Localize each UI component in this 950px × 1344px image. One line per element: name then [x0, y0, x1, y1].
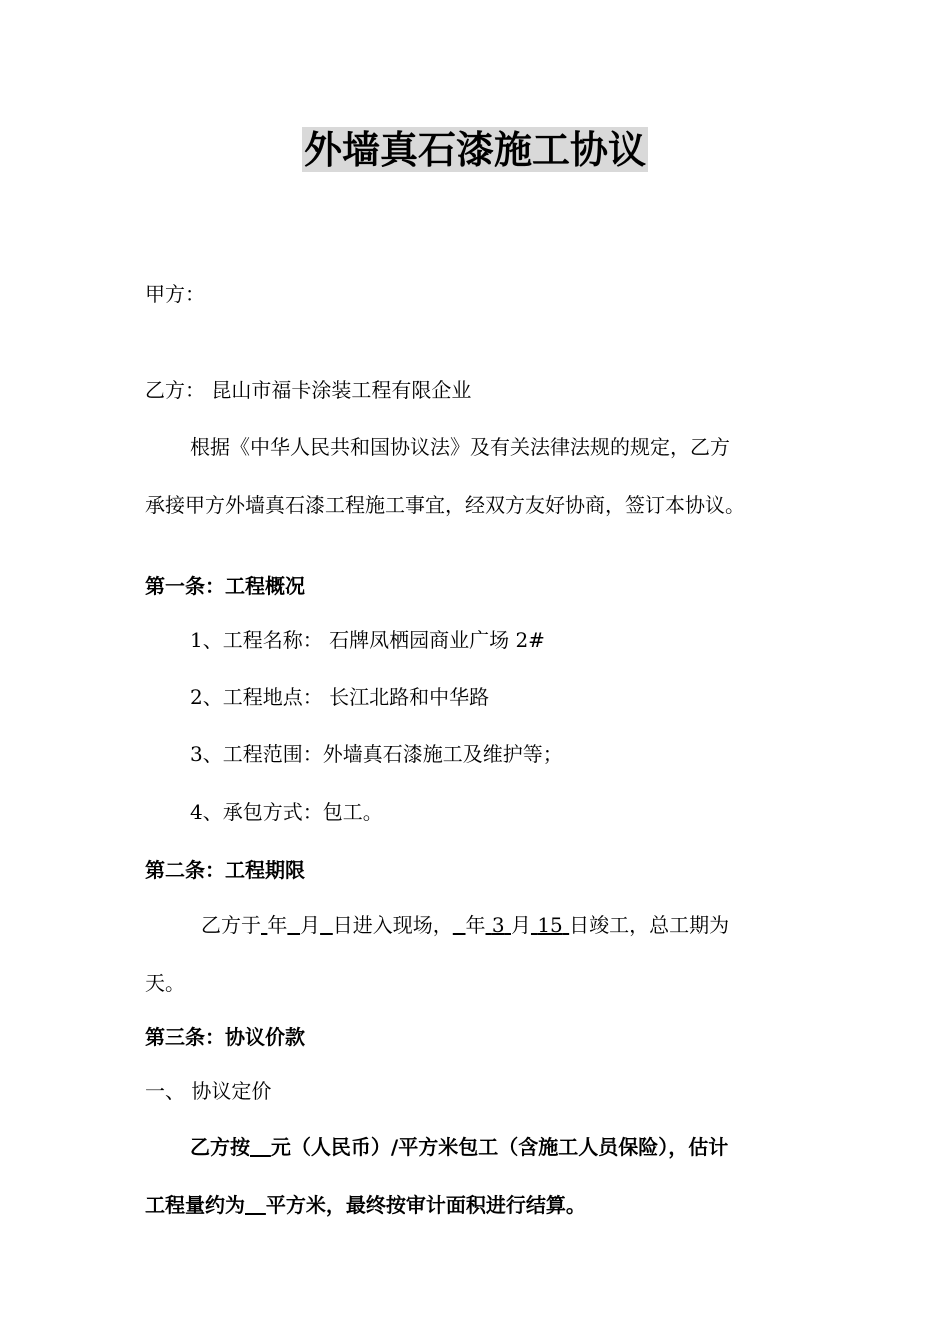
article-2-text-4: 日进入现场， [332, 913, 453, 937]
price-line-2 [145, 1192, 586, 1218]
blank-day [320, 913, 333, 937]
price-text-1: 乙方按 [190, 1135, 250, 1159]
price-text-4: 平方米，最终按审计面积进行结算。 [265, 1193, 586, 1217]
document-title-text: 外墙真石漆施工协议 [303, 127, 646, 172]
article-1-item-3: 3、工程范围：外墙真石漆施工及维护等； [190, 742, 563, 766]
intro-line-2: 承接甲方外墙真石漆工程施工事宜，经双方友好协商，签订本协议。 [145, 493, 745, 517]
completion-day: 15 [537, 913, 563, 937]
article-1-item-4: 4、承包方式：包工。 [190, 800, 383, 824]
article-3-sub-1: 一、 协议定价 [145, 1079, 272, 1103]
article-2-heading: 第二条：工程期限 [145, 858, 305, 882]
party-a-line: 甲方： [145, 282, 205, 306]
blank-unit-price [250, 1135, 271, 1159]
price-text-3: 工程量约为 [145, 1193, 245, 1217]
completion-month: 3 [491, 913, 505, 937]
article-2-text-3: 月 [300, 913, 321, 937]
blank-quantity [245, 1193, 266, 1217]
document-title [0, 124, 950, 176]
article-1-item-2: 2、工程地点： 长江北路和中华路 [190, 685, 490, 709]
price-text-2: 元（人民币）/平方米包工（含施工人员保险），估计 [270, 1135, 729, 1159]
price-line-1 [190, 1134, 728, 1160]
article-2-text-7: 日竣工，总工期为 [569, 913, 730, 937]
article-1-heading: 第一条：工程概况 [145, 574, 305, 598]
party-b-line: 乙方： 昆山市福卡涂装工程有限企业 [145, 378, 472, 402]
article-3-heading: 第三条：协议价款 [145, 1025, 305, 1049]
intro-line-1: 根据《中华人民共和国协议法》及有关法律法规的规定，乙方 [190, 435, 730, 459]
article-2-line-2: 天。 [145, 971, 185, 995]
article-1-item-1: 1、工程名称： 石牌凤栖园商业广场 2# [190, 628, 545, 652]
article-2-text-5: 年 [465, 913, 486, 937]
blank-month [287, 913, 300, 937]
blank-end-year [453, 913, 466, 937]
article-2-text-1: 乙方于 [201, 913, 261, 937]
article-2-line-1 [201, 912, 729, 938]
article-2-text-2: 年 [267, 913, 288, 937]
article-2-text-6: 月 [510, 913, 531, 937]
